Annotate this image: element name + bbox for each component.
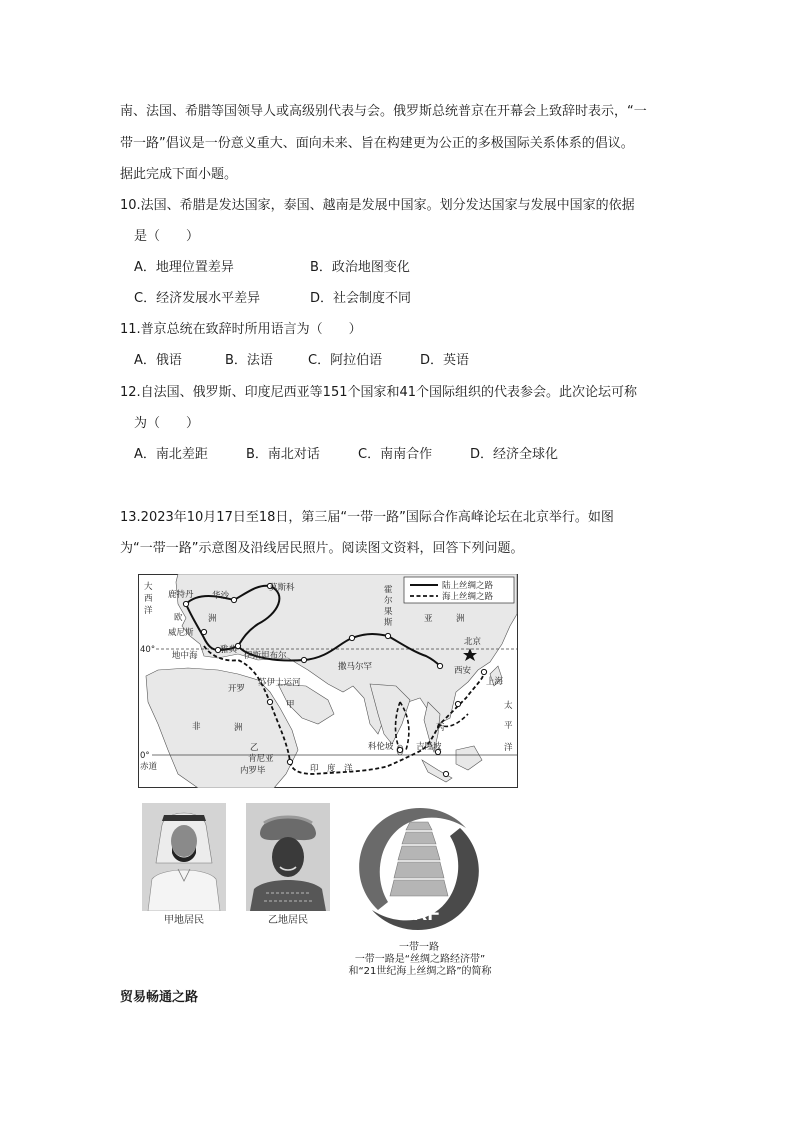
question-11-stem: 11.普京总统在致辞时所用语言为（ ） <box>120 322 362 337</box>
label-khorgos: 斯 <box>384 618 393 628</box>
label-equator: 赤道 <box>140 762 158 772</box>
intro-line-1: 南、法国、希腊等国领导人或高级别代表与会。俄罗斯总统普京在开幕会上致辞时表示，“一 <box>120 104 647 119</box>
option-11-d[interactable]: D．英语 <box>420 353 470 368</box>
label-rotterdam: 鹿特丹 <box>168 590 194 600</box>
label-mediterranean: 地中海 <box>172 651 198 661</box>
label-indian-ocean: 印 度 洋 <box>310 764 353 774</box>
label-khorgos: 果 <box>384 607 393 617</box>
label-europe: 欧 <box>174 613 183 623</box>
option-12-a[interactable]: A．南北差距 <box>134 447 208 462</box>
belt-and-road-map <box>138 574 518 788</box>
label-pacific: 洋 <box>504 743 513 753</box>
label-atlantic: 洋 <box>144 606 153 616</box>
label-khorgos: 尔 <box>384 596 393 606</box>
label-yi: 乙 <box>250 743 259 753</box>
jia-resident-photo <box>142 803 226 911</box>
label-pacific: 平 <box>504 721 513 731</box>
label-istanbul: 伊斯坦布尔 <box>244 651 287 661</box>
option-10-d[interactable]: D．社会制度不同 <box>310 291 412 306</box>
yi-resident-caption: 乙地居民 <box>268 915 308 926</box>
label-venice: 威尼斯 <box>168 628 194 638</box>
label-xian: 西安 <box>454 666 472 676</box>
option-12-c[interactable]: C．南南合作 <box>358 447 433 462</box>
label-samarkand: 撒马尔罕 <box>338 662 373 672</box>
option-12-d[interactable]: D．经济全球化 <box>470 447 559 462</box>
label-asia: 亚 <box>424 614 433 624</box>
label-europe: 洲 <box>208 614 217 624</box>
option-11-c[interactable]: C．阿拉伯语 <box>308 353 383 368</box>
label-warsaw: 华沙 <box>212 591 230 601</box>
label-shanghai: 上海 <box>486 677 504 687</box>
logo-caption-title: 一带一路 <box>399 942 439 953</box>
label-kenya: 肯尼亚 <box>248 754 274 764</box>
label-beijing: 北京 <box>464 637 482 647</box>
intro-line-2: 带一路”倡议是一份意义重大、面向未来、旨在构建更为公正的多极国际关系体系的倡议。 <box>120 136 634 151</box>
option-12-b[interactable]: B．南北对话 <box>246 447 320 462</box>
question-13-stem-cont: 为“一带一路”示意图及沿线居民照片。阅读图文资料，回答下列问题。 <box>120 541 524 556</box>
option-11-b[interactable]: B．法语 <box>225 353 273 368</box>
question-11-options <box>134 353 469 369</box>
question-10-stem-cont: 是（ ） <box>134 229 200 244</box>
legend-land-label: 陆上丝绸之路 <box>442 581 494 591</box>
intro-line-3: 据此完成下面小题。 <box>120 167 238 182</box>
option-10-a[interactable]: A．地理位置差异 <box>134 260 234 275</box>
label-atlantic: 大 <box>144 582 153 592</box>
pagoda-icon <box>390 822 448 896</box>
question-12-stem: 12.自法国、俄罗斯、印度尼西亚等151个国家和41个国际组织的代表参会。此次论坛可称 <box>120 385 638 400</box>
question-12-stem-cont: 为（ ） <box>134 416 200 431</box>
brf-logo <box>348 798 490 940</box>
label-pacific: 太 <box>504 701 513 711</box>
section-title-trade: 贸易畅通之路 <box>120 990 199 1005</box>
label-nairobi: 内罗毕 <box>240 766 266 776</box>
option-10-c[interactable]: C．经济发展水平差异 <box>134 291 261 306</box>
label-lat-40: 40° <box>140 645 156 655</box>
map-legend <box>404 577 514 603</box>
label-athens: 雅典 <box>220 645 238 655</box>
brf-logo-text: BRF <box>398 903 440 925</box>
question-10-options-row1 <box>134 260 410 276</box>
jia-resident-caption: 甲地居民 <box>164 915 204 926</box>
legend-sea-label: 海上丝绸之路 <box>442 592 494 602</box>
question-12-options <box>134 447 558 463</box>
label-bing: 丙 <box>436 723 445 733</box>
label-colombo: 科伦坡 <box>368 742 394 752</box>
logo-caption-line2: 和“21世纪海上丝绸之路”的简称 <box>348 966 492 977</box>
option-10-b[interactable]: B．政治地图变化 <box>310 260 410 275</box>
label-lat-0: 0° <box>140 751 150 761</box>
question-13-stem: 13.2023年10月17日至18日，第三届“一带一路”国际合作高峰论坛在北京举行。如图 <box>120 510 614 525</box>
option-11-a[interactable]: A．俄语 <box>134 353 182 368</box>
label-africa: 非 <box>192 722 201 732</box>
logo-caption-line1: 一带一路是“丝绸之路经济带” <box>354 954 486 965</box>
label-atlantic: 西 <box>144 594 153 604</box>
question-10-options-row2 <box>134 291 411 307</box>
label-khorgos: 霍 <box>384 585 393 595</box>
label-africa: 洲 <box>234 723 243 733</box>
yi-resident-photo <box>246 803 330 911</box>
label-kuala-lumpur: 吉隆坡 <box>416 742 442 752</box>
label-cairo: 开罗 <box>228 684 246 694</box>
label-jia: 甲 <box>286 700 295 710</box>
label-suez: 苏伊士运河 <box>258 678 301 688</box>
label-moscow: 莫斯科 <box>269 583 295 593</box>
label-asia: 洲 <box>456 614 465 624</box>
question-10-stem: 10.法国、希腊是发达国家，泰国、越南是发展中国家。划分发达国家与发展中国家的依据 <box>120 198 635 213</box>
